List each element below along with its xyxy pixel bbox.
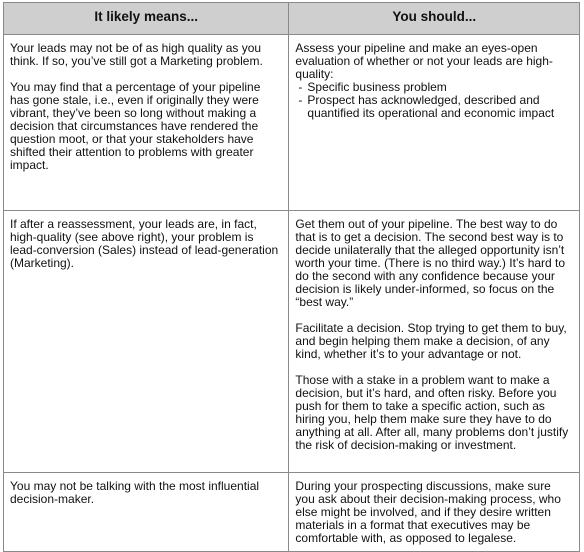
meaning-cell	[4, 211, 289, 473]
action-paragraph: Facilitate a decision. Stop trying to get them to buy, and begin helping them make a decision, of any kind, whether it’s to your advantage or not.	[295, 321, 567, 361]
action-paragraph: During your prospecting discussions, make sure you ask about their decision-making process, who else might be involved, and if they desire written materials in a format that executives may be comfortable with, as opposed to legalese.	[295, 479, 561, 545]
column-header-you-should: You should...	[289, 3, 580, 35]
meaning-paragraph: You may not be talking with the most influential decision-maker.	[10, 479, 260, 506]
list-item-text: Specific business problem	[307, 80, 447, 94]
table-row	[4, 473, 580, 552]
bullet-dash: -	[298, 93, 303, 107]
advice-table	[3, 2, 580, 552]
action-cell	[289, 35, 580, 211]
table-row	[4, 35, 580, 211]
action-paragraph: Get them out of your pipeline. The best way to do that is to get a decision. The second best way is to decide unilaterally that the alleged opportunity isn’t worth your time. (There is no third way.) It’s hard to do the second with any confidence because your decision is likely under-informed, so focus on the “best way.”	[295, 217, 566, 309]
action-paragraph: Those with a stake in a problem want to make a decision, but it’s hard, and often risky. Before you push for them to take a specific action, such as hiring you, help them make sure they have to do anything at all. After all, many problems don’t justify the risk of decision-making or investment.	[295, 373, 569, 452]
table-row	[4, 211, 580, 473]
list-item	[295, 94, 573, 120]
meaning-cell	[4, 473, 289, 552]
action-paragraph: Assess your pipeline and make an eyes-open evaluation of whether or not your leads are high-quality:	[295, 41, 553, 81]
action-cell	[289, 211, 580, 473]
meaning-paragraph: If after a reassessment, your leads are, in fact, high-quality (see above right), your problem is lead-conversion (Sales) instead of lead-generation (Marketing).	[10, 217, 279, 270]
header-row	[4, 3, 580, 35]
column-header-it-likely-means: It likely means...	[4, 3, 289, 35]
list-item-text: Prospect has acknowledged, described and quantified its operational and economic impact	[307, 93, 555, 120]
bullet-dash: -	[298, 80, 303, 94]
action-cell	[289, 473, 580, 552]
criteria-list	[295, 81, 573, 120]
meaning-cell	[4, 35, 289, 211]
meaning-paragraph: Your leads may not be of as high quality as you think. If so, you’ve still got a Marketing problem.	[10, 41, 263, 68]
meaning-paragraph: You may find that a percentage of your pipeline has gone stale, i.e., even if originally they were vibrant, they’ve been so long without making a decision that circumstances have rendered the question moot, or that your stakeholders have shifted their attention to problems with greater impact.	[10, 80, 261, 172]
